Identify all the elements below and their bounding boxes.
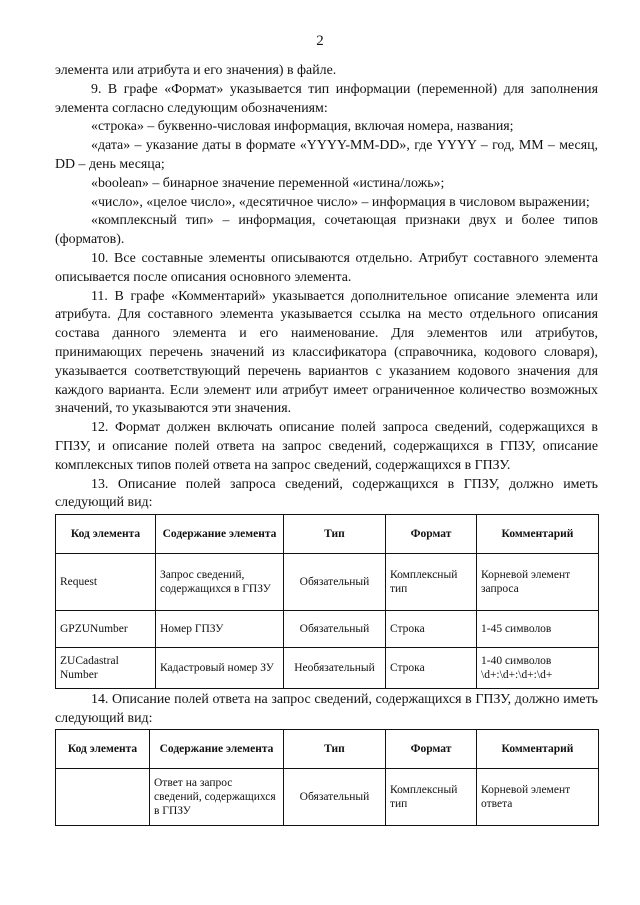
request-fields-table xyxy=(55,514,599,689)
table-cell: Обязательный xyxy=(284,611,386,648)
table-row xyxy=(56,554,599,611)
paragraphs xyxy=(55,62,598,476)
table-cell: Необязательный xyxy=(284,648,386,689)
table-cell: Корневой элемент запроса xyxy=(477,554,599,611)
table-cell: Номер ГПЗУ xyxy=(156,611,284,648)
table-cell: Запрос сведений, содержащихся в ГПЗУ xyxy=(156,554,284,611)
response-fields-table xyxy=(55,729,599,826)
table-cell: Корневой элемент ответа xyxy=(477,768,599,825)
table-cell xyxy=(56,768,150,825)
paragraph: 12. Формат должен включать описание полей запроса сведений, содержащихся в ГПЗУ, и описание полей ответа на запрос сведений, содержащихся в ГПЗУ, описание комплексных типов полей ответа на запрос сведений, содержащихся в ГПЗУ. xyxy=(55,420,598,473)
column-header: Комментарий xyxy=(477,729,599,768)
paragraph: «число», «целое число», «десятичное число» – информация в числовом выражении; xyxy=(91,194,590,210)
page-number: 2 xyxy=(316,33,324,49)
table2-title: 14. Описание полей ответа на запрос сведений, содержащихся в ГПЗУ, должно иметь следующий вид: xyxy=(55,692,598,726)
paragraph: 11. В графе «Комментарий» указывается дополнительное описание элемента или атрибута. Для составного элемента указывается ссылка на место отдельного описания состава данного элемента и его наименование. Для элементов или атрибутов, принимающих перечень значений из классификатора (справочника, кодового словаря), указывается соответствующий перечень вариантов с указанием кодового значения для каждого варианта. Если элемент или атрибут имеет ограниченное количество возможных значений, то указываются эти значения. xyxy=(55,288,598,417)
table-cell: 1-40 символов \d+:\d+:\d+:\d+ xyxy=(477,648,599,689)
column-header: Тип xyxy=(284,515,386,554)
table-cell: Обязательный xyxy=(284,554,386,611)
table-row xyxy=(56,611,599,648)
table-header-row xyxy=(56,515,599,554)
column-header: Комментарий xyxy=(477,515,599,554)
paragraph: «boolean» – бинарное значение переменной «истина/ложь»; xyxy=(91,175,445,191)
table-cell: GPZUNumber xyxy=(56,611,156,648)
table-cell: Request xyxy=(56,554,156,611)
table-cell: Ответ на запрос сведений, содержащихся в ГПЗУ xyxy=(150,768,284,825)
paragraph: «дата» – указание даты в формате «YYYY-MM-DD», где YYYY – год, MM – месяц, DD – день месяца; xyxy=(55,138,598,172)
paragraph: 9. В графе «Формат» указывается тип информации (переменной) для заполнения элемента согласно следующим обозначениям: xyxy=(55,81,598,116)
column-header: Формат xyxy=(386,729,477,768)
table-header-row xyxy=(56,729,599,768)
document-body xyxy=(55,62,598,826)
column-header: Код элемента xyxy=(56,729,150,768)
column-header: Код элемента xyxy=(56,515,156,554)
paragraph: «комплексный тип» – информация, сочетающая признаки двух и более типов (форматов). xyxy=(55,213,598,248)
table-cell: Кадастровый номер ЗУ xyxy=(156,648,284,689)
table1-title: 13. Описание полей запроса сведений, содержащихся в ГПЗУ, должно иметь следующий вид: xyxy=(55,476,598,511)
table-cell: 1-45 символов xyxy=(477,611,599,648)
paragraph: «строка» – буквенно-числовая информация, включая номера, названия; xyxy=(91,119,514,135)
table-cell: Обязательный xyxy=(284,768,386,825)
paragraph: 10. Все составные элементы описываются отдельно. Атрибут составного элемента описывается после описания основного элемента. xyxy=(55,250,598,285)
column-header: Содержание элемента xyxy=(150,729,284,768)
column-header: Тип xyxy=(284,729,386,768)
table-cell: Комплексный тип xyxy=(386,768,477,825)
column-header: Формат xyxy=(386,515,477,554)
table-cell: Строка xyxy=(386,611,477,648)
table-cell: ZUCadastral Number xyxy=(56,648,156,689)
table-cell: Строка xyxy=(386,648,477,689)
table-row xyxy=(56,768,599,825)
paragraph: элемента или атрибута и его значения) в файле. xyxy=(55,63,337,78)
table-cell: Комплексный тип xyxy=(386,554,477,611)
table-row xyxy=(56,648,599,689)
column-header: Содержание элемента xyxy=(156,515,284,554)
